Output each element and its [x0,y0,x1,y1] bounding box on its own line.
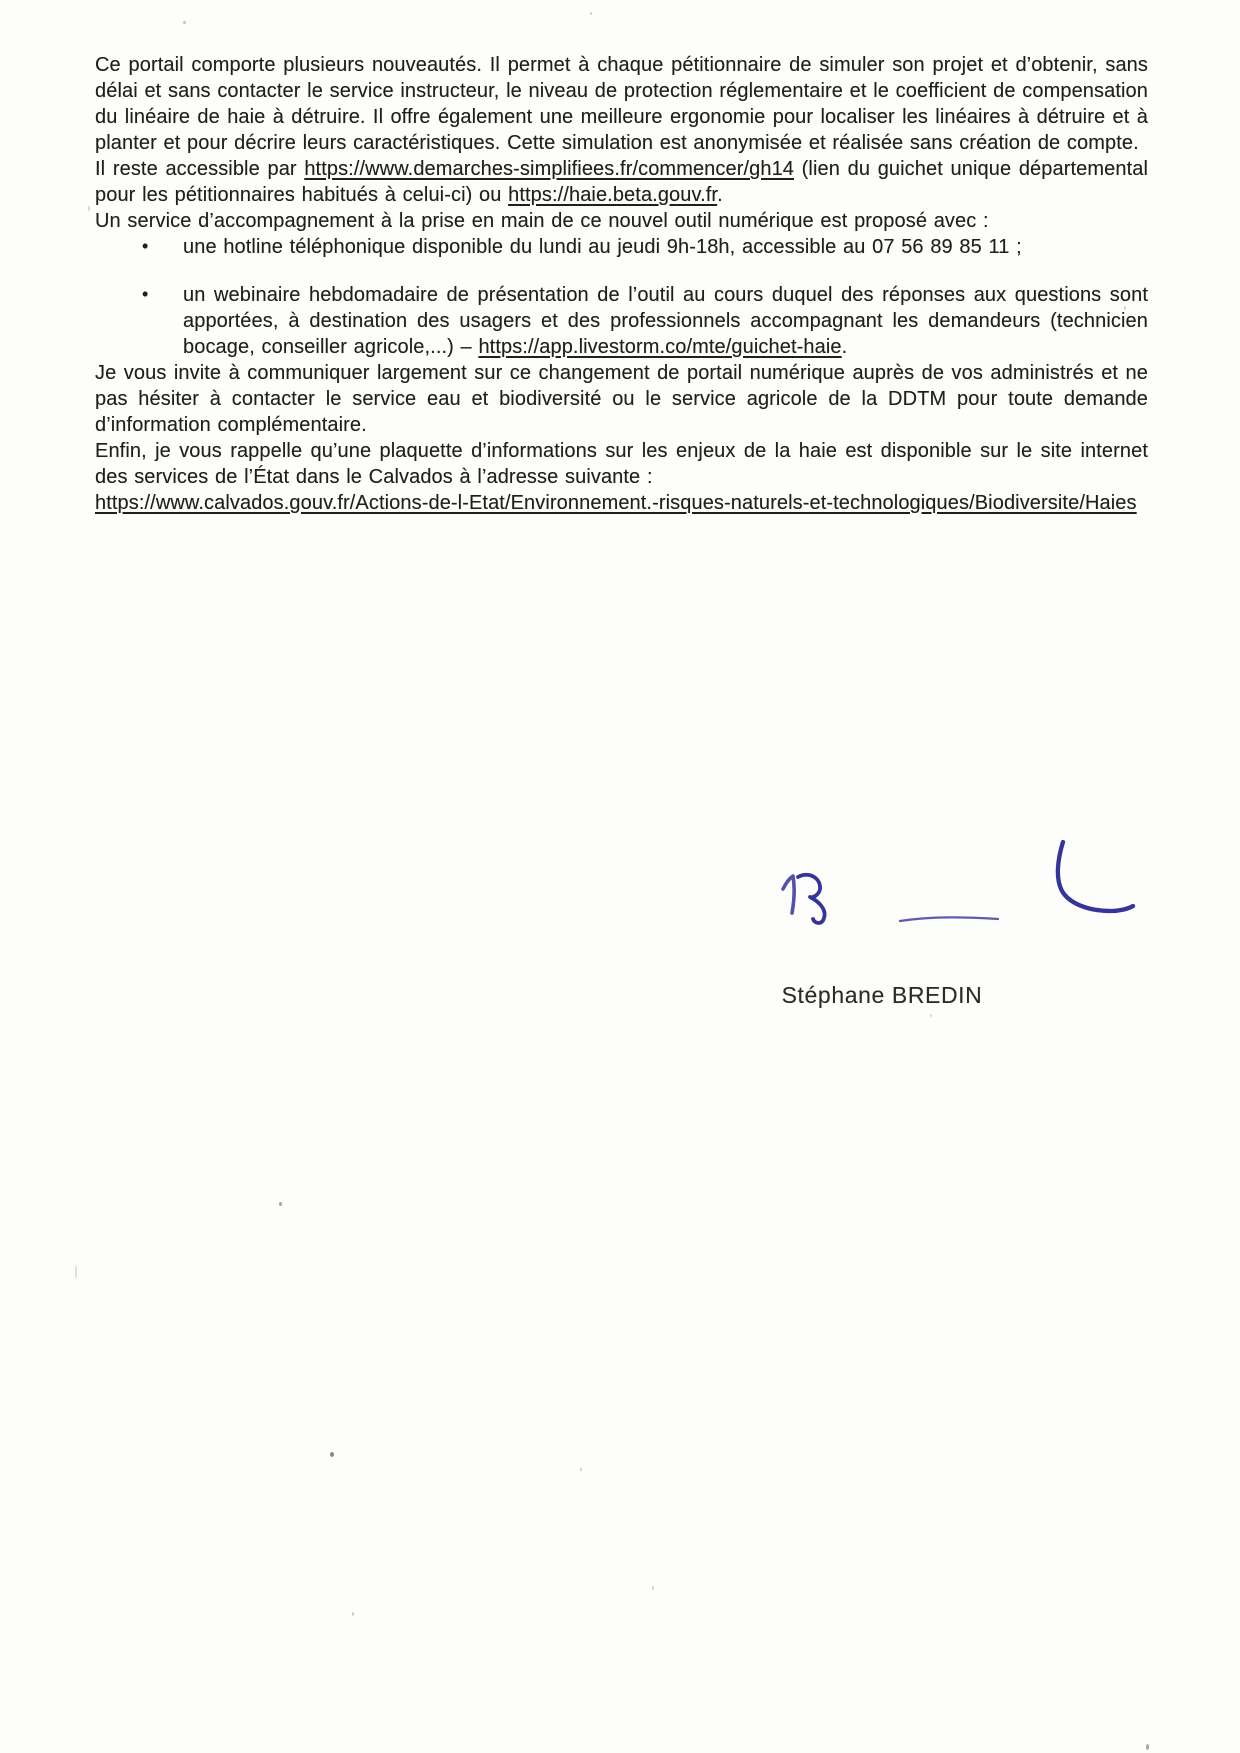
scan-speck [75,1265,77,1279]
paragraph-access [95,156,1148,208]
access-text-between: (lien du guichet unique départemental pour les pétitionnaires habitués à celui-ci) ou [95,158,1148,206]
scan-speck [1146,1744,1149,1750]
paragraph-service-intro: Un service d’accompagnement à la prise en main de ce nouvel outil numérique est proposé avec : [95,210,989,232]
scan-speck [352,1612,354,1616]
paragraph-portal-intro: Ce portail comporte plusieurs nouveautés. Il permet à chaque pétitionnaire de simuler son projet et d’obtenir, sans délai et sans contacter le service instructeur, le niveau de protection réglementaire et le coefficient de compensation du linéaire de haie à détruire. Il offre également une meilleure ergonomie pour localiser les linéaires à détruire et à planter et pour décrire leurs caractéristiques. Cette simulation est anonymisée et réalisée sans création de compte. [95,54,1148,154]
bullet-hotline-text: une hotline téléphonique disponible du lundi au jeudi 9h-18h, accessible au 07 56 89 85 11 ; [183,236,1022,258]
paragraph-invite-communication: Je vous invite à communiquer largement sur ce changement de portail numérique auprès de vos administrés et ne pas hésiter à contacter le service eau et biodiversité ou le service agricole de la DDTM pour toute demande d’information complémentaire. [95,362,1148,436]
paragraph-plaquette-info: Enfin, je vous rappelle qu’une plaquette d’informations sur les enjeux de la haie est disponible sur le site internet des services de l’État dans le Calvados à l’adresse suivante : [95,440,1148,488]
service-bullet-list [95,234,1148,360]
bullet-webinaire-text-after: . [841,336,848,358]
scan-speck [279,1202,282,1206]
scan-speck [930,1014,932,1017]
link-livestorm-guichet-haie[interactable]: https://app.livestorm.co/mte/guichet-haie [478,336,842,358]
link-haie-beta-gouv[interactable]: https://haie.beta.gouv.fr [508,184,718,206]
link-calvados-gouv[interactable]: https://www.calvados.gouv.fr/Actions-de-l-Etat/Environnement.-risques-naturels-et-technologiques/Biodiversite/Haies [95,492,1137,514]
scan-speck [330,1452,334,1457]
signatory-name: Stéphane BREDIN [781,982,983,1008]
signature-ink-icon [770,832,1150,937]
bullet-webinaire-text: un webinaire hebdomadaire de présentation de l’outil au cours duquel des réponses aux questions sont apportées, à destination des usagers et des professionnels accompagnant les demandeurs (technicien bocage, conseiller agricole,...) – [183,284,1148,358]
link-demarches-simplifiees[interactable]: https://www.demarches-simplifiees.fr/commencer/gh14 [304,158,795,180]
scan-speck [580,1468,582,1471]
access-text-before: Il reste accessible par [95,158,305,180]
access-text-after: . [717,184,723,206]
scan-speck [652,1586,654,1590]
letter-body [0,0,1240,516]
handwritten-signature [770,832,1150,937]
bullet-hotline [183,234,1148,260]
paragraph-calvados-link [95,490,1148,516]
bullet-webinaire [183,282,1148,360]
